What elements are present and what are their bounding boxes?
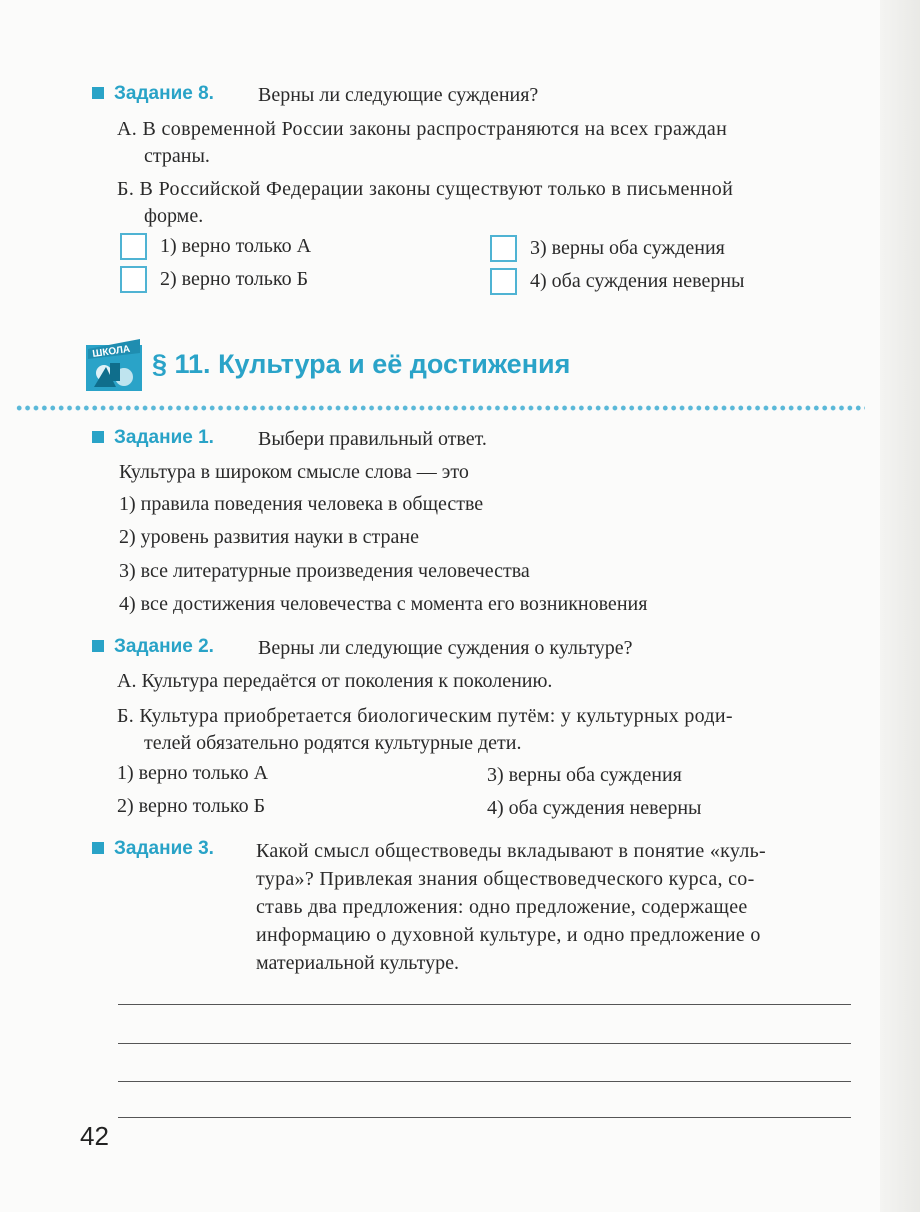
task1-stem: Культура в широком смысле слова — это: [119, 461, 469, 483]
task1-question: Выбери правильный ответ.: [258, 428, 487, 450]
task8-statement-b-line2: форме.: [144, 205, 204, 227]
page-edge: [880, 0, 920, 1212]
task8-option3-checkbox[interactable]: [490, 235, 517, 262]
answer-line[interactable]: [118, 1117, 851, 1118]
task3-line3: ставь два предложения: одно предложение, содержащее: [256, 896, 748, 918]
task2-statement-b-line2: телей обязательно родятся культурные дети.: [144, 732, 522, 754]
task2-option1: 1) верно только А: [117, 762, 269, 784]
task2-header: [92, 636, 214, 658]
task8-statement-a-line2: страны.: [144, 145, 210, 167]
task3-header: [92, 838, 214, 860]
task2-statement-b-line1: Б. Культура приобретается биологическим путём: у культурных роди-: [117, 705, 733, 727]
task8-option3: 3) верны оба суждения: [530, 237, 725, 259]
task2-statement-a: А. Культура передаётся от поколения к поколению.: [117, 670, 553, 692]
section-title: § 11. Культура и её достижения: [152, 349, 571, 379]
answer-line[interactable]: [118, 1004, 851, 1005]
logo-text: ШКОЛА: [91, 343, 131, 360]
task1-label: Задание 1.: [114, 427, 214, 448]
task2-question: Верны ли следующие суждения о культуре?: [258, 637, 633, 659]
section-divider: [15, 405, 865, 411]
task8-option2-checkbox[interactable]: [120, 266, 147, 293]
task8-option2: 2) верно только Б: [160, 268, 309, 290]
answer-line[interactable]: [118, 1043, 851, 1044]
task8-option4-checkbox[interactable]: [490, 268, 517, 295]
task-marker-icon: [92, 431, 104, 443]
task3-line4: информацию о духовной культуре, и одно предложение о: [256, 924, 761, 946]
task1-option3: 3) все литературные произведения человечества: [119, 560, 530, 582]
task3-label: Задание 3.: [114, 838, 214, 859]
task8-header: [92, 83, 214, 105]
task8-option4: 4) оба суждения неверны: [530, 270, 745, 292]
task2-option3: 3) верны оба суждения: [487, 764, 682, 786]
task8-question: Верны ли следующие суждения?: [258, 84, 539, 106]
task8-option1-checkbox[interactable]: [120, 233, 147, 260]
task8-statement-b-line1: Б. В Российской Федерации законы существуют только в письменной: [117, 178, 734, 200]
task-marker-icon: [92, 640, 104, 652]
task2-label: Задание 2.: [114, 636, 214, 657]
task8-statement-a-line1: А. В современной России законы распространяются на всех граждан: [117, 118, 728, 140]
task3-line2: тура»? Привлекая знания обществоведческого курса, со-: [256, 868, 755, 890]
task8-option1: 1) верно только А: [160, 235, 312, 257]
page-number: 42: [80, 1121, 109, 1151]
task-marker-icon: [92, 87, 104, 99]
task1-option2: 2) уровень развития науки в стране: [119, 526, 419, 548]
task3-line1: Какой смысл обществоведы вкладывают в понятие «куль-: [256, 840, 767, 862]
task2-option2: 2) верно только Б: [117, 795, 266, 817]
task1-header: [92, 427, 214, 449]
task1-option4: 4) все достижения человечества с момента его возникновения: [119, 593, 648, 615]
task3-line5: материальной культуре.: [256, 952, 460, 974]
task-marker-icon: [92, 842, 104, 854]
task2-option4: 4) оба суждения неверны: [487, 797, 702, 819]
task8-label: Задание 8.: [114, 83, 214, 104]
answer-line[interactable]: [118, 1081, 851, 1082]
school-logo-icon: [86, 337, 142, 391]
task1-option1: 1) правила поведения человека в обществе: [119, 493, 484, 515]
